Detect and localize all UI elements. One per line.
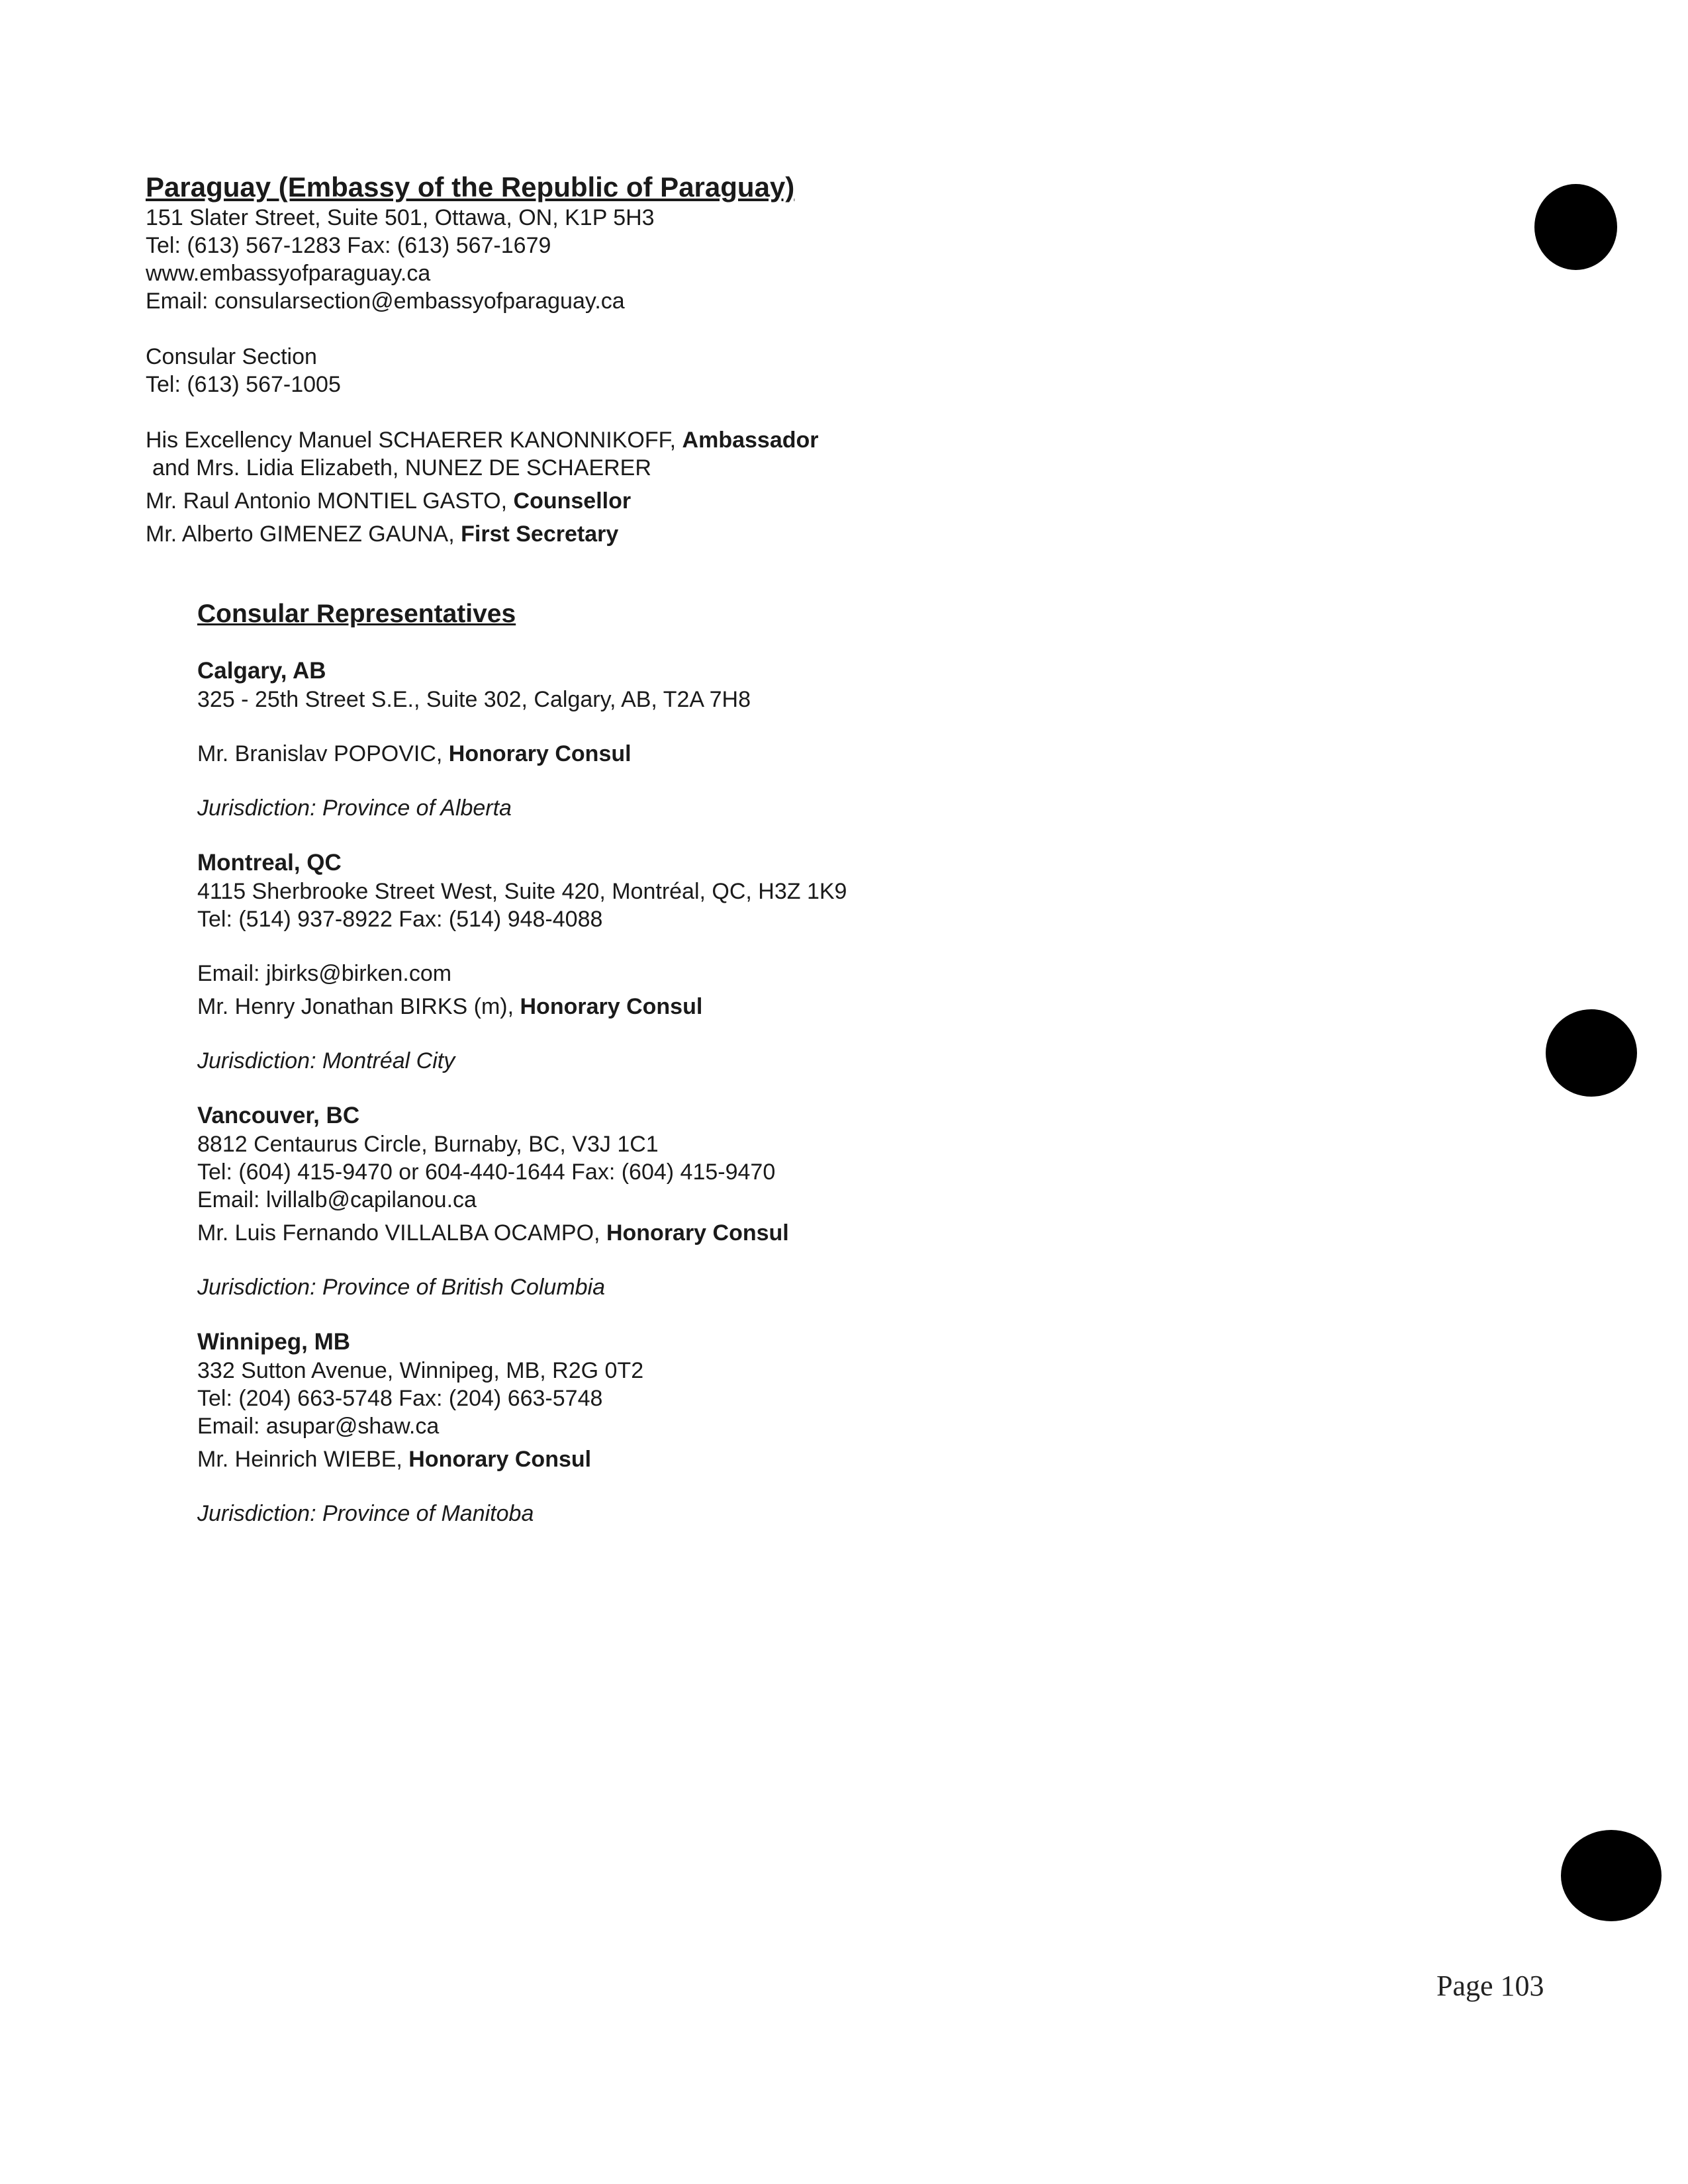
office-consul: Mr. Heinrich WIEBE, Honorary Consul	[197, 1447, 592, 1472]
staff-line: and Mrs. Lidia Elizabeth, NUNEZ DE SCHAERER	[152, 455, 651, 480]
office-tel-fax: Tel: (604) 415-9470 or 604-440-1644 Fax: (604) 415-9470	[197, 1160, 776, 1185]
office-city: Montreal, QC	[197, 850, 342, 876]
staff-line: His Excellency Manuel SCHAERER KANONNIKOFF, Ambassador	[146, 428, 819, 453]
staff-title: Counsellor	[513, 488, 632, 514]
staff-title: Ambassador	[682, 428, 819, 453]
office-jurisdiction: Jurisdiction: Province of Alberta	[197, 796, 512, 821]
consular-representatives-heading: Consular Representatives	[197, 600, 516, 628]
office-city: Vancouver, BC	[197, 1103, 360, 1128]
office-address: 4115 Sherbrooke Street West, Suite 420, Montréal, QC, H3Z 1K9	[197, 879, 847, 904]
office-montreal	[197, 848, 1190, 1101]
office-consul: Mr. Luis Fernando VILLALBA OCAMPO, Honorary Consul	[197, 1220, 789, 1246]
office-city: Winnipeg, MB	[197, 1329, 351, 1355]
consular-section-label: Consular Section	[146, 344, 317, 369]
punch-hole-bottom	[1561, 1830, 1662, 1921]
office-consul: Mr. Henry Jonathan BIRKS (m), Honorary Consul	[197, 994, 703, 1019]
consular-section-tel: Tel: (613) 567-1005	[146, 372, 341, 397]
office-jurisdiction: Jurisdiction: Province of British Columbia	[197, 1275, 606, 1300]
staff-title: First Secretary	[461, 522, 619, 547]
office-tel-fax: Tel: (204) 663-5748 Fax: (204) 663-5748	[197, 1386, 603, 1411]
office-consul: Mr. Branislav POPOVIC, Honorary Consul	[197, 741, 632, 766]
office-address: 332 Sutton Avenue, Winnipeg, MB, R2G 0T2	[197, 1358, 644, 1383]
office-address: 325 - 25th Street S.E., Suite 302, Calgary, AB, T2A 7H8	[197, 687, 751, 712]
office-jurisdiction: Jurisdiction: Montréal City	[197, 1048, 455, 1073]
consular-representatives-section	[197, 598, 1190, 1527]
punch-hole-middle	[1546, 1009, 1637, 1097]
office-email: Email: lvillalb@capilanou.ca	[197, 1187, 477, 1212]
office-jurisdiction: Jurisdiction: Province of Manitoba	[197, 1501, 534, 1526]
office-address: 8812 Centaurus Circle, Burnaby, BC, V3J 1C1	[197, 1132, 659, 1157]
embassy-website: www.embassyofparaguay.ca	[146, 261, 431, 286]
office-email: Email: asupar@shaw.ca	[197, 1414, 440, 1439]
punch-hole-top	[1534, 184, 1617, 270]
embassy-address: 151 Slater Street, Suite 501, Ottawa, ON, K1P 5H3	[146, 205, 655, 230]
office-tel-fax: Tel: (514) 937-8922 Fax: (514) 948-4088	[197, 907, 603, 932]
embassy-email: Email: consularsection@embassyofparaguay.ca	[146, 289, 625, 314]
office-vancouver	[197, 1101, 1190, 1328]
staff-line: Mr. Raul Antonio MONTIEL GASTO, Counsellor	[146, 488, 632, 514]
office-winnipeg	[197, 1328, 1190, 1527]
office-email: Email: jbirks@birken.com	[197, 961, 452, 986]
embassy-tel-fax: Tel: (613) 567-1283 Fax: (613) 567-1679	[146, 233, 551, 258]
embassy-title: Paraguay (Embassy of the Republic of Paraguay)	[146, 171, 795, 203]
staff-line: Mr. Alberto GIMENEZ GAUNA, First Secretary	[146, 522, 619, 547]
page-number: Page 103	[1436, 1970, 1544, 2002]
embassy-section	[146, 171, 1205, 548]
office-city: Calgary, AB	[197, 658, 326, 684]
office-calgary	[197, 657, 1190, 848]
